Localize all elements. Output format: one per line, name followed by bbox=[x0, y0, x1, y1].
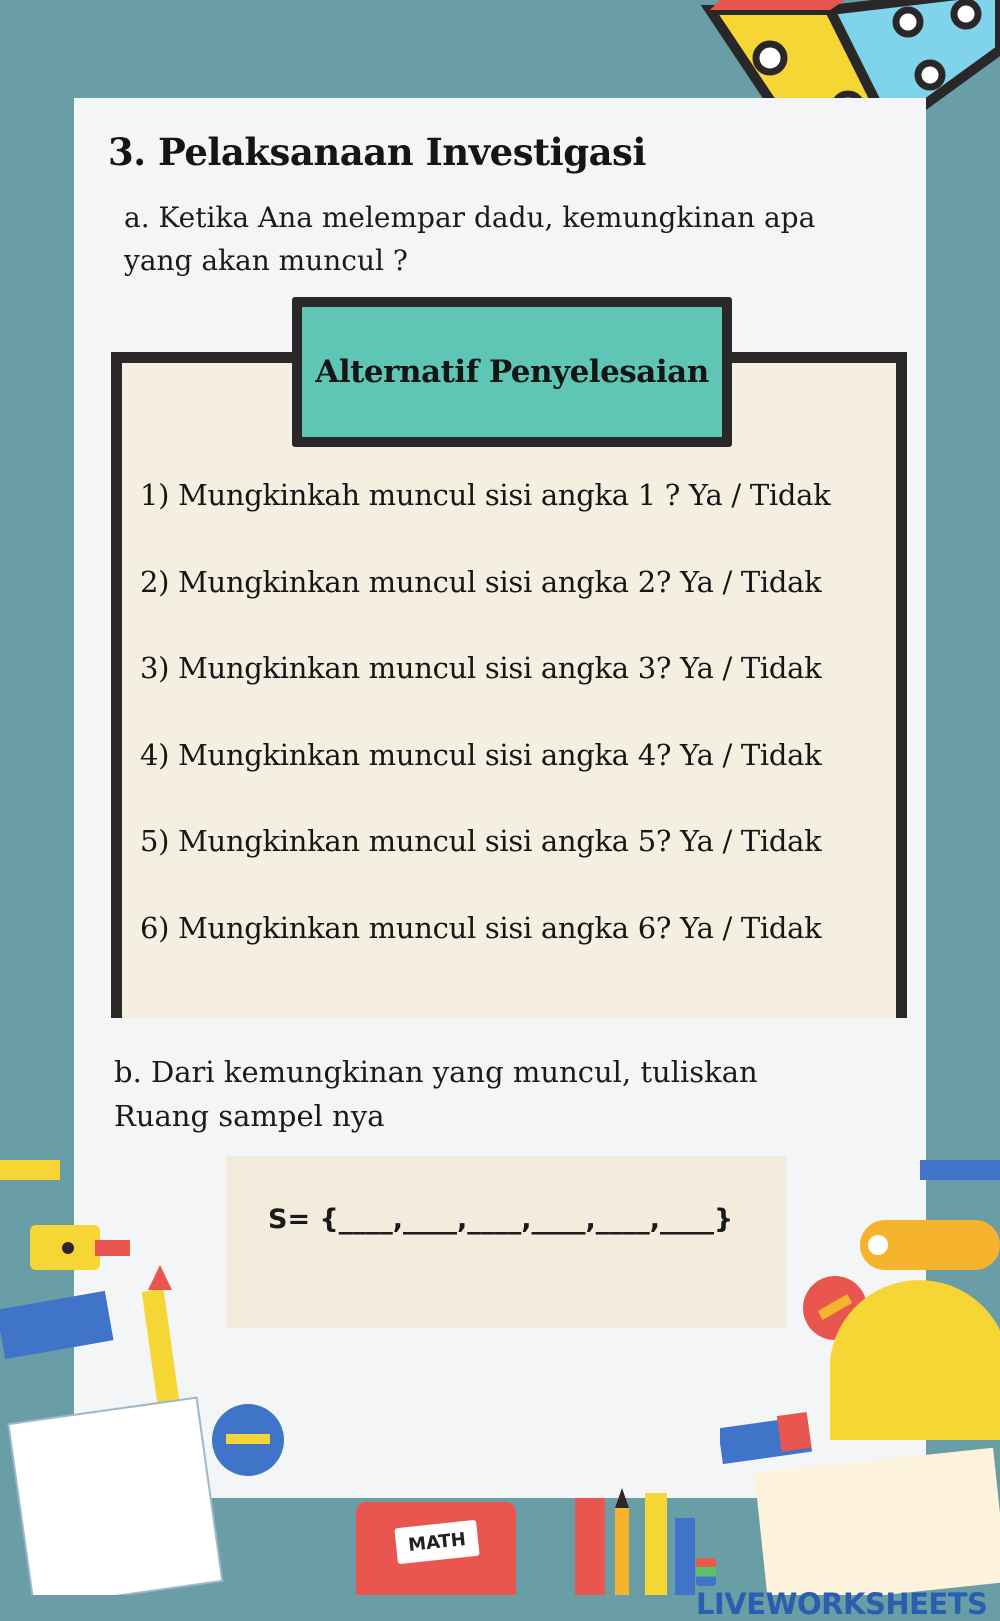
solution-list bbox=[140, 478, 900, 997]
pencils-illustration bbox=[565, 1478, 705, 1595]
solution-item-5: 5) Mungkinkan muncul sisi angka 5? Ya / Tidak bbox=[140, 824, 822, 858]
question-b bbox=[114, 1050, 894, 1138]
answer-box[interactable] bbox=[226, 1156, 786, 1328]
question-b-line-2: Ruang sampel nya bbox=[114, 1099, 385, 1133]
math-book-illustration bbox=[356, 1502, 516, 1595]
sample-space-answer[interactable]: S= {____,____,____,____,____,____} bbox=[268, 1204, 734, 1235]
solution-item-3: 3) Mungkinkan muncul sisi angka 3? Ya / Tidak bbox=[140, 651, 822, 685]
solution-item-4: 4) Mungkinkan muncul sisi angka 4? Ya / Tidak bbox=[140, 737, 822, 772]
section-title: 3. Pelaksanaan Investigasi bbox=[108, 130, 646, 174]
solution-item-1: 1) Mungkinkah muncul sisi angka 1 ? Ya / Tidak bbox=[140, 478, 831, 512]
liveworksheets-logo bbox=[696, 1553, 1000, 1621]
math-book-label: MATH bbox=[394, 1520, 479, 1564]
liveworksheets-brand-text: LIVEWORKSHEETS bbox=[696, 1587, 988, 1621]
question-a bbox=[124, 196, 904, 282]
question-a-line-1: a. Ketika Ana melempar dadu, kemungkinan apa bbox=[124, 201, 816, 234]
question-b-line-1: b. Dari kemungkinan yang muncul, tuliskan bbox=[114, 1055, 758, 1089]
solution-item-6: 6) Mungkinkan muncul sisi angka 6? Ya / Tidak bbox=[140, 910, 822, 945]
liveworksheets-badge-icon bbox=[696, 1558, 716, 1586]
solution-item-2: 2) Mungkinkan muncul sisi angka 2? Ya / Tidak bbox=[140, 564, 822, 599]
question-a-line-2: yang akan muncul ? bbox=[124, 244, 408, 277]
solution-box-header: Alternatif Penyelesaian bbox=[292, 297, 732, 447]
